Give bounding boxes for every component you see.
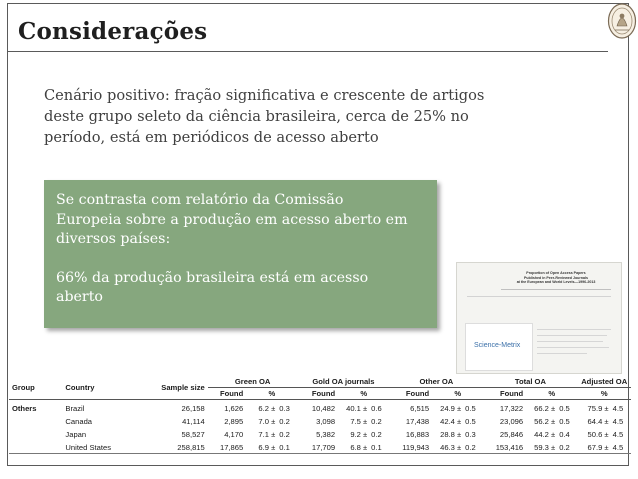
slide-title: Considerações <box>18 18 208 45</box>
country-cell: Japan <box>65 430 87 439</box>
report-title-line-1: Proportion of Open Access Papers <box>526 271 586 275</box>
header-found: Found <box>389 388 432 400</box>
other-pct-cell: 24.9 ± <box>440 404 462 413</box>
other-pct-cell: 42.4 ± <box>440 417 462 426</box>
gold-found-cell: 10,482 <box>311 404 336 413</box>
adj-pct-cell: 50.6 ± <box>587 430 609 439</box>
callout-box <box>44 180 437 328</box>
total-pct-cell: 44.2 ± <box>534 430 556 439</box>
green-pct-cell: 6.9 ± <box>258 443 276 452</box>
gold-found-cell: 17,709 <box>311 443 336 452</box>
gold-err-cell: 0.6 <box>371 404 382 413</box>
green-found-cell: 4,170 <box>224 430 244 439</box>
sample-size-cell: 26,158 <box>181 404 205 413</box>
body-line-1: Cenário positivo: fração significativa e crescente de artigos <box>44 87 485 104</box>
table-row <box>9 428 631 441</box>
adj-err-cell: 4.5 <box>612 417 624 426</box>
total-found-cell: 17,322 <box>499 404 524 413</box>
sample-size-cell: 258,815 <box>177 443 205 452</box>
header-sample-size: Sample size <box>154 376 207 400</box>
group-cell <box>9 428 62 441</box>
adj-err-cell: 4.5 <box>612 430 624 439</box>
header-found: Found <box>298 388 339 400</box>
green-err-cell: 0.1 <box>279 443 290 452</box>
header-percent: % <box>577 388 631 400</box>
callout-paragraph-1 <box>56 191 427 250</box>
callout-p1-line-2: Europeia sobre a produção em acesso aberto em <box>56 211 408 228</box>
header-percent: % <box>246 388 297 400</box>
adj-pct-cell: 75.9 ± <box>587 404 609 413</box>
total-pct-cell: 66.2 ± <box>534 404 556 413</box>
report-cover-thumbnail <box>456 262 622 374</box>
callout-p1-line-1: Se contrasta com relatório da Comissão <box>56 192 344 208</box>
header-gold-oa: Gold OA journals <box>298 376 390 388</box>
header-found: Found <box>208 388 246 400</box>
green-err-cell: 0.2 <box>279 417 290 426</box>
report-text-line <box>537 347 609 348</box>
body-line-2: deste grupo seleto da ciência brasileira, cerca de 25% no <box>44 108 469 125</box>
report-title <box>501 271 611 285</box>
header-total-oa: Total OA <box>483 376 577 388</box>
report-title-line-3: at the European and World Levels—1996-2013 <box>516 280 596 285</box>
other-err-cell: 0.5 <box>465 404 476 413</box>
gold-err-cell: 0.2 <box>371 430 382 439</box>
other-pct-cell: 28.8 ± <box>440 430 462 439</box>
gold-err-cell: 0.1 <box>371 443 382 452</box>
callout-p2-line-2: aberto <box>56 289 103 305</box>
header-other-oa: Other OA <box>389 376 483 388</box>
table-row <box>9 400 631 416</box>
other-found-cell: 6,515 <box>410 404 430 413</box>
green-pct-cell: 7.0 ± <box>258 417 276 426</box>
report-title-line-2: Published in Peer-Reviewed Journals <box>524 275 588 280</box>
header-percent: % <box>432 388 483 400</box>
table-bottom-rule <box>9 453 631 454</box>
total-pct-cell: 59.3 ± <box>534 443 556 452</box>
body-line-3: período, está em periódicos de acesso aberto <box>44 129 379 146</box>
adj-pct-cell: 67.9 ± <box>587 443 609 452</box>
university-seal-icon <box>607 2 637 40</box>
report-subline <box>467 296 611 297</box>
report-logo-box <box>465 323 533 371</box>
callout-p2-line-1: 66% da produção brasileira está em acesso <box>56 269 369 286</box>
group-cell <box>9 415 62 428</box>
header-adjusted-oa: Adjusted OA <box>577 376 631 388</box>
table-row <box>9 415 631 428</box>
other-err-cell: 0.2 <box>465 443 476 452</box>
report-text-line <box>537 329 611 330</box>
gold-pct-cell: 40.1 ± <box>346 404 368 413</box>
green-pct-cell: 7.1 ± <box>258 430 276 439</box>
gold-err-cell: 0.2 <box>371 417 382 426</box>
country-cell: Canada <box>65 417 93 426</box>
oa-data-table <box>9 376 631 454</box>
total-pct-cell: 56.2 ± <box>534 417 556 426</box>
other-err-cell: 0.5 <box>465 417 476 426</box>
green-found-cell: 2,895 <box>224 417 244 426</box>
total-err-cell: 0.5 <box>559 417 570 426</box>
total-found-cell: 153,416 <box>495 443 524 452</box>
sample-size-cell: 41,114 <box>182 417 205 426</box>
table-body <box>9 400 631 455</box>
callout-p1-line-3: diversos países: <box>56 231 171 247</box>
total-err-cell: 0.5 <box>559 404 570 413</box>
country-cell: Brazil <box>65 404 85 413</box>
report-text-line <box>537 335 607 336</box>
sample-size-cell: 58,527 <box>181 430 205 439</box>
table-header-row-1 <box>9 376 631 388</box>
header-percent: % <box>526 388 577 400</box>
gold-found-cell: 5,382 <box>316 430 336 439</box>
total-found-cell: 25,846 <box>499 430 524 439</box>
green-err-cell: 0.2 <box>279 430 290 439</box>
body-paragraph <box>44 85 564 148</box>
adj-err-cell: 4.5 <box>612 404 624 413</box>
total-err-cell: 0.4 <box>559 430 570 439</box>
title-divider <box>8 51 608 52</box>
other-found-cell: 119,943 <box>402 443 430 452</box>
other-err-cell: 0.3 <box>465 430 476 439</box>
green-found-cell: 1,626 <box>224 404 244 413</box>
report-text-line <box>537 341 603 342</box>
total-err-cell: 0.2 <box>559 443 570 452</box>
header-country: Country <box>62 376 154 400</box>
report-rule <box>501 289 611 290</box>
group-cell: Others <box>12 404 37 413</box>
gold-pct-cell: 6.8 ± <box>350 443 368 452</box>
callout-paragraph-2 <box>56 269 427 308</box>
adj-err-cell: 4.5 <box>612 443 624 452</box>
header-percent: % <box>338 388 389 400</box>
header-found: Found <box>483 388 526 400</box>
green-err-cell: 0.3 <box>279 404 290 413</box>
country-cell: United States <box>65 443 112 452</box>
open-access-table <box>9 376 631 454</box>
other-found-cell: 17,438 <box>405 417 430 426</box>
header-green-oa: Green OA <box>208 376 298 388</box>
header-group: Group <box>9 376 62 400</box>
green-pct-cell: 6.2 ± <box>258 404 276 413</box>
report-text-line <box>537 353 587 354</box>
other-found-cell: 16,883 <box>405 430 430 439</box>
green-found-cell: 17,865 <box>219 443 244 452</box>
gold-pct-cell: 9.2 ± <box>350 430 368 439</box>
other-pct-cell: 46.3 ± <box>440 443 462 452</box>
gold-pct-cell: 7.5 ± <box>350 417 368 426</box>
adj-pct-cell: 64.4 ± <box>587 417 609 426</box>
gold-found-cell: 3,098 <box>316 417 336 426</box>
total-found-cell: 23,096 <box>499 417 524 426</box>
science-metrix-logo: Science-Metrix <box>474 342 521 349</box>
